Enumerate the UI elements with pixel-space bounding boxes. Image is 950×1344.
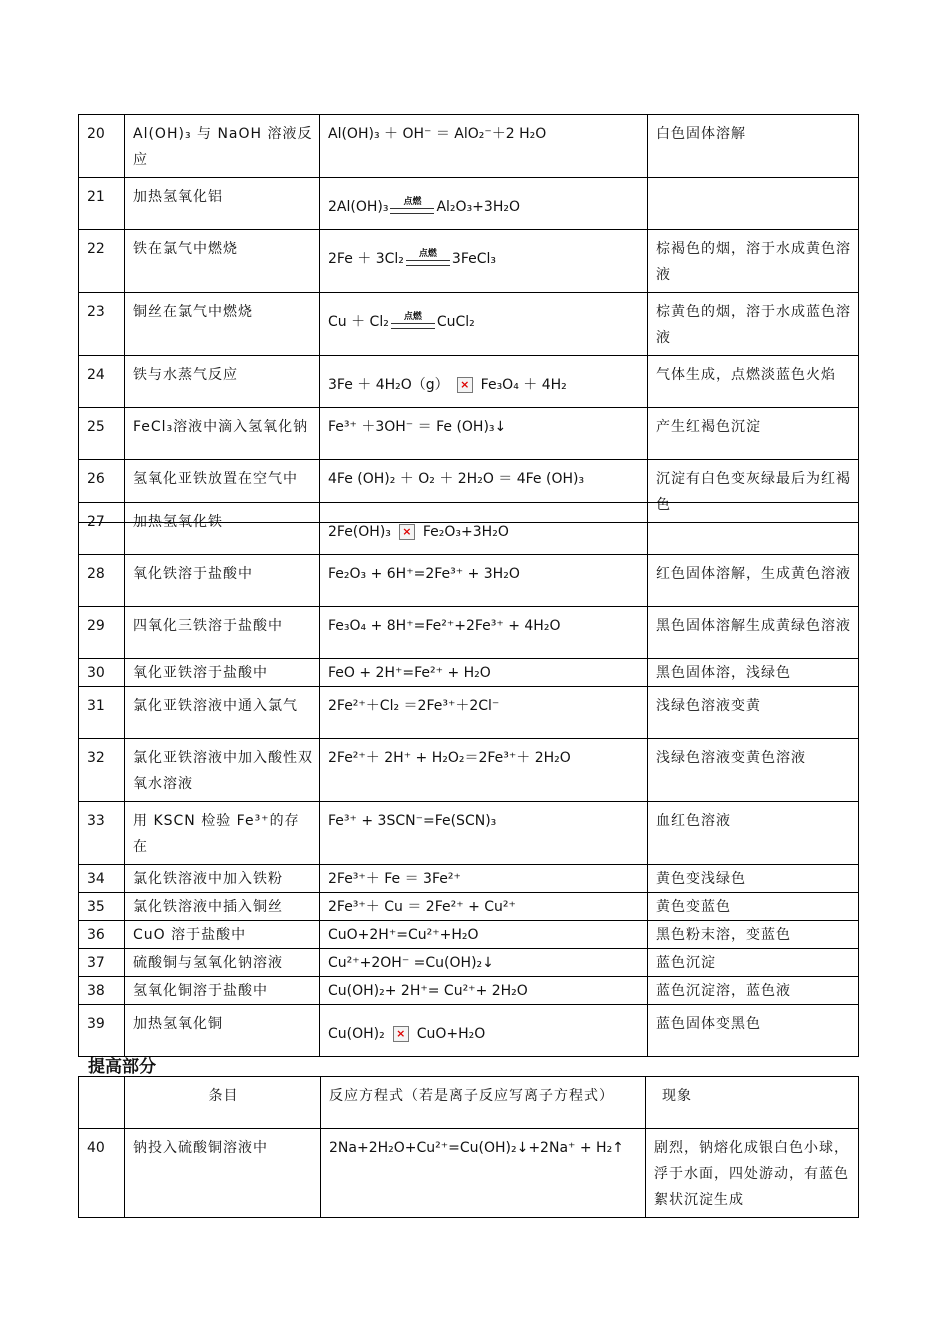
reaction-phenomenon: 蓝色沉淀 [648,949,859,977]
reaction-table-3 [78,1076,859,1218]
table-row [79,977,859,1005]
reaction-equation: Fe³⁺ ＋3OH⁻ ＝ Fe (OH)₃↓ [320,408,648,460]
reaction-equation: Fe₂O₃ + 6H⁺=2Fe³⁺ + 3H₂O [320,555,648,607]
condition-label: 点燃 [403,197,422,207]
equation-reactants: 2Fe ＋ 3Cl₂ [328,251,404,267]
reaction-item: 铜丝在氯气中燃烧 [125,293,320,356]
reaction-phenomenon: 黄色变浅绿色 [648,865,859,893]
row-number: 28 [79,555,125,607]
equation-products: CuO+H₂O [416,1026,486,1042]
reaction-item: 氢氧化亚铁放置在空气中 [125,460,320,523]
row-number: 36 [79,921,125,949]
reaction-phenomenon: 棕褐色的烟，溶于水成黄色溶液 [648,230,859,293]
reaction-equation: Fe³⁺ + 3SCN⁻=Fe(SCN)₃ [320,802,648,865]
reaction-table-1 [78,114,859,523]
row-number: 33 [79,802,125,865]
row-number: 35 [79,893,125,921]
reaction-item: 氧化亚铁溶于盐酸中 [125,659,320,687]
table-row [79,293,859,356]
row-number: 20 [79,115,125,178]
header-phenomenon: 现象 [646,1077,859,1129]
reaction-item: 用 KSCN 检验 Fe³⁺的存在 [125,802,320,865]
header-number [79,1077,125,1129]
table-row [79,893,859,921]
reaction-item: FeCl₃溶液中滴入氢氧化钠 [125,408,320,460]
row-number: 27 [79,503,125,555]
reaction-item: Al(OH)₃ 与 NaOH 溶液反应 [125,115,320,178]
reaction-item: 氧化铁溶于盐酸中 [125,555,320,607]
section-title: 提高部分 [88,1057,156,1077]
broken-image-icon: × [457,377,473,393]
table-row [79,230,859,293]
row-number: 21 [79,178,125,230]
reaction-equation: CuO+2H⁺=Cu²⁺+H₂O [320,921,648,949]
equation-products: Fe₃O₄ ＋ 4H₂ [480,377,567,393]
reaction-phenomenon: 黑色粉末溶，变蓝色 [648,921,859,949]
row-number: 32 [79,739,125,802]
reaction-phenomenon: 产生红褐色沉淀 [648,408,859,460]
row-number: 38 [79,977,125,1005]
reaction-item: 加热氢氧化铁 [125,503,320,555]
row-number: 37 [79,949,125,977]
reaction-phenomenon: 浅绿色溶液变黄色溶液 [648,739,859,802]
row-number: 30 [79,659,125,687]
row-number: 22 [79,230,125,293]
table-row [79,356,859,408]
row-number: 25 [79,408,125,460]
reaction-equation: 2Fe²⁺＋ 2H⁺ + H₂O₂＝2Fe³⁺＋ 2H₂O [320,739,648,802]
condition-arrow [406,249,450,272]
row-number: 34 [79,865,125,893]
table-row [79,115,859,178]
reaction-phenomenon: 血红色溶液 [648,802,859,865]
condition-label: 点燃 [403,312,422,322]
reaction-item: 硫酸铜与氢氧化钠溶液 [125,949,320,977]
table-header-row [79,1077,859,1129]
equation-reactants: Cu ＋ Cl₂ [328,314,389,330]
reaction-phenomenon: 黑色固体溶解生成黄绿色溶液 [648,607,859,659]
condition-arrow [390,197,434,220]
header-equation: 反应方程式（若是离子反应写离子方程式） [321,1077,646,1129]
reaction-phenomenon [648,503,859,555]
reaction-phenomenon: 棕黄色的烟，溶于水成蓝色溶液 [648,293,859,356]
row-number: 23 [79,293,125,356]
reaction-phenomenon: 红色固体溶解，生成黄色溶液 [648,555,859,607]
header-item: 条目 [125,1077,321,1129]
reaction-phenomenon: 白色固体溶解 [648,115,859,178]
table-row [79,865,859,893]
table-row [79,555,859,607]
table-row [79,607,859,659]
reaction-item: 氯化亚铁溶液中加入酸性双氧水溶液 [125,739,320,802]
reaction-item: 氢氧化铜溶于盐酸中 [125,977,320,1005]
reaction-equation: Al(OH)₃ ＋ OH⁻ ＝ AlO₂⁻＋2 H₂O [320,115,648,178]
equation-reactants: 2Al(OH)₃ [328,199,389,215]
reaction-phenomenon: 黄色变蓝色 [648,893,859,921]
condition-arrow [391,312,435,335]
row-number: 29 [79,607,125,659]
equation-reactants: Cu(OH)₂ [328,1026,385,1042]
reaction-item: 铁在氯气中燃烧 [125,230,320,293]
reaction-item: 氯化铁溶液中加入铁粉 [125,865,320,893]
equation-products: Al₂O₃+3H₂O [436,199,520,215]
reaction-phenomenon: 蓝色固体变黑色 [648,1005,859,1057]
reaction-item: 四氧化三铁溶于盐酸中 [125,607,320,659]
reaction-item: 钠投入硫酸铜溶液中 [125,1129,321,1218]
reaction-item: 铁与水蒸气反应 [125,356,320,408]
table-row [79,408,859,460]
reaction-equation: 2Fe²⁺＋Cl₂ ＝2Fe³⁺＋2Cl⁻ [320,687,648,739]
reaction-equation: 2Fe³⁺＋ Fe ＝ 3Fe²⁺ [320,865,648,893]
reaction-equation [320,293,648,356]
reaction-equation: 2Na+2H₂O+Cu²⁺=Cu(OH)₂↓+2Na⁺ + H₂↑ [321,1129,646,1218]
reaction-equation: Fe₃O₄ + 8H⁺=Fe²⁺+2Fe³⁺ + 4H₂O [320,607,648,659]
broken-image-icon: × [393,1026,409,1042]
reaction-item: 氯化亚铁溶液中通入氯气 [125,687,320,739]
broken-image-icon: × [399,524,415,540]
reaction-phenomenon: 气体生成，点燃淡蓝色火焰 [648,356,859,408]
equation-products: Fe₂O₃+3H₂O [422,524,509,540]
reaction-item: 氯化铁溶液中插入铜丝 [125,893,320,921]
reaction-phenomenon: 浅绿色溶液变黄 [648,687,859,739]
table-row [79,921,859,949]
table-row [79,178,859,230]
table-row [79,739,859,802]
table-row [79,802,859,865]
reaction-item: 加热氢氧化铝 [125,178,320,230]
row-number: 24 [79,356,125,408]
reaction-equation [320,503,648,555]
table-row [79,659,859,687]
equation-reactants: 2Fe(OH)₃ [328,524,391,540]
reaction-equation [320,356,648,408]
reaction-equation: FeO + 2H⁺=Fe²⁺ + H₂O [320,659,648,687]
reaction-phenomenon [648,178,859,230]
reaction-phenomenon: 黑色固体溶，浅绿色 [648,659,859,687]
row-number: 31 [79,687,125,739]
reaction-item: CuO 溶于盐酸中 [125,921,320,949]
reaction-equation: Cu(OH)₂+ 2H⁺= Cu²⁺+ 2H₂O [320,977,648,1005]
reaction-table-2 [78,502,859,1057]
row-number: 26 [79,460,125,523]
table-row [79,1005,859,1057]
reaction-equation [320,1005,648,1057]
table-row [79,949,859,977]
table-row [79,687,859,739]
reaction-equation: 2Fe³⁺＋ Cu ＝ 2Fe²⁺ + Cu²⁺ [320,893,648,921]
reaction-equation: 4Fe (OH)₂ ＋ O₂ ＋ 2H₂O ＝ 4Fe (OH)₃ [320,460,648,523]
table-row [79,503,859,555]
reaction-phenomenon: 剧烈，钠熔化成银白色小球，浮于水面，四处游动，有蓝色絮状沉淀生成 [646,1129,859,1218]
reaction-equation: Cu²⁺+2OH⁻ =Cu(OH)₂↓ [320,949,648,977]
table-row [79,1129,859,1218]
reaction-equation [320,178,648,230]
reaction-phenomenon: 蓝色沉淀溶，蓝色液 [648,977,859,1005]
row-number: 39 [79,1005,125,1057]
reaction-item: 加热氢氧化铜 [125,1005,320,1057]
condition-label: 点燃 [418,249,437,259]
reaction-phenomenon: 沉淀有白色变灰绿最后为红褐色 [648,460,859,523]
equation-products: 3FeCl₃ [451,251,496,267]
equation-products: CuCl₂ [436,314,475,330]
reaction-equation [320,230,648,293]
equation-reactants: 3Fe ＋ 4H₂O（g） [328,377,449,393]
row-number: 40 [79,1129,125,1218]
